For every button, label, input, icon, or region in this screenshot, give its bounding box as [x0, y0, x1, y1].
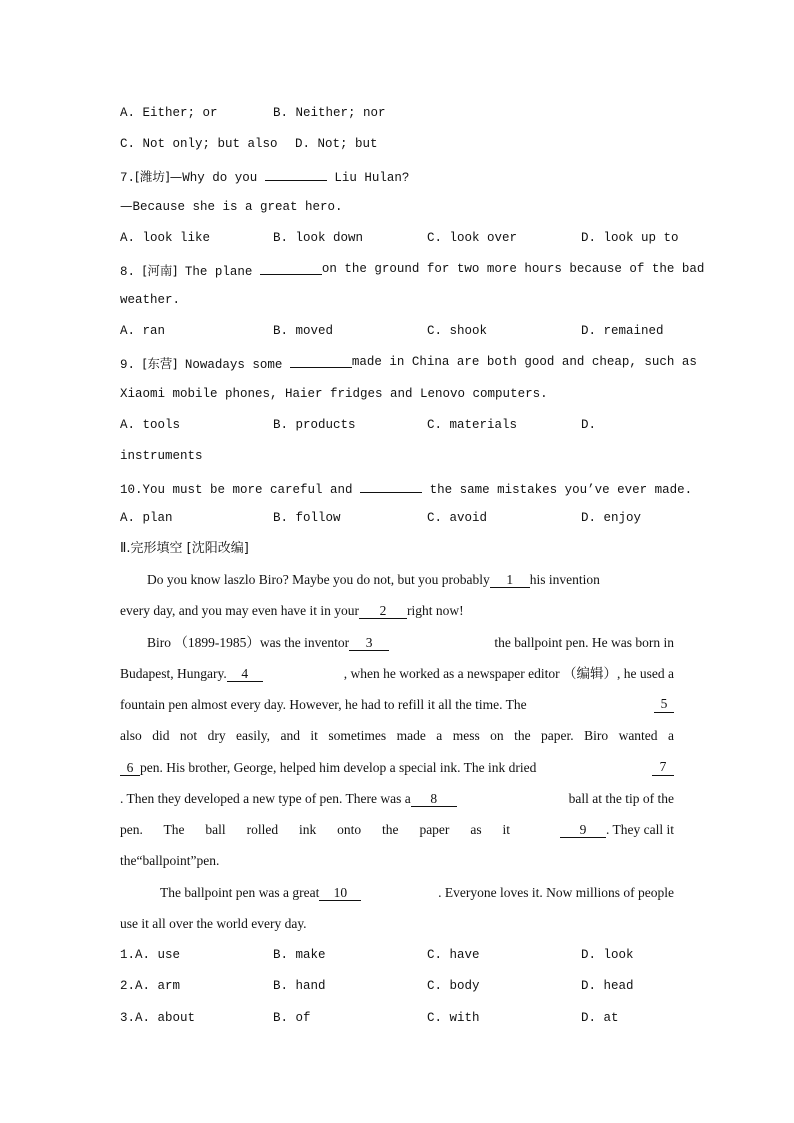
q9-option-d-text: instruments: [120, 449, 203, 463]
passage-line-10: the“ballpoint”pen.: [120, 853, 220, 868]
blank-2: 2: [359, 604, 407, 619]
q8-blank: [260, 261, 322, 275]
cloze-3-option-c: C. with: [427, 1011, 480, 1025]
passage-line-6: also did not dry easily, and it sometimes made a mess on the paper. Biro wanted a: [120, 728, 674, 743]
blank-6: 6: [120, 761, 140, 776]
passage-line-5: fountain pen almost every day. However, he had to refill it all the time. The 5: [120, 697, 674, 713]
q9-option-c: C. materials: [427, 418, 518, 432]
cloze-1-option-d: D. look: [581, 948, 634, 962]
section-title: Ⅱ.完形填空 [沈阳改编]: [120, 541, 249, 556]
q6-option-d: D. Not; but: [295, 137, 378, 151]
q9-option-a: A. tools: [120, 418, 181, 432]
q9-option-d: D.: [581, 418, 597, 432]
blank-4: 4: [227, 667, 263, 682]
blank-8: 8: [411, 792, 457, 807]
passage-line-4: Budapest, Hungary. 4 , when he worked as a newspaper editor （编辑）, he used a: [120, 666, 674, 681]
q8-option-c: C. shook: [427, 324, 488, 338]
passage-line-12: use it all over the world every day.: [120, 916, 307, 931]
q6-option-c: C. Not only; but also: [120, 137, 278, 151]
q7-option-c: C. look over: [427, 231, 518, 245]
passage-line-9: pen. The ball rolled ink onto the paper as it 9 . They call it: [120, 822, 674, 837]
q7-option-d: D. look up to: [581, 231, 679, 245]
cloze-2-option-b: B. hand: [273, 979, 326, 993]
q7-reply: —Because she is a great hero.: [120, 198, 343, 214]
cloze-1-option-b: B. make: [273, 948, 326, 962]
q8-stem: 8. [河南] The plane on the ground for two more hours because of the bad: [120, 262, 705, 279]
cloze-3-option-d: D. at: [581, 1011, 619, 1025]
q8-stem-cont: weather.: [120, 293, 181, 307]
passage-line-1: Do you know laszlo Biro? Maybe you do not, but you probably 1 his invention: [147, 572, 600, 587]
q10-option-b: B. follow: [273, 511, 341, 525]
q8-option-b: B. moved: [273, 324, 334, 338]
q6-option-a: A. Either; or: [120, 106, 218, 120]
q7-option-b: B. look down: [273, 231, 364, 245]
q9-stem: 9. [东营] Nowadays some made in China are both good and cheap, such as: [120, 355, 697, 372]
cloze-3-option-a: 3.A. about: [120, 1011, 196, 1025]
blank-7: 7: [652, 760, 674, 776]
cloze-2-option-d: D. head: [581, 979, 634, 993]
blank-3: 3: [349, 636, 389, 651]
cloze-1-option-c: C. have: [427, 948, 480, 962]
q7-option-a: A. look like: [120, 231, 211, 245]
passage-line-3: Biro （1899-1985）was the inventor 3 the ballpoint pen. He was born in: [147, 635, 674, 650]
q10-option-c: C. avoid: [427, 511, 488, 525]
q6-option-b: B. Neither; nor: [273, 106, 386, 120]
blank-9: 9: [560, 823, 606, 838]
q7-stem: 7.[潍坊]—Why do you Liu Hulan?: [120, 169, 410, 185]
cloze-2-option-c: C. body: [427, 979, 480, 993]
passage-line-11: The ballpoint pen was a great 10 . Everyone loves it. Now millions of people: [160, 885, 674, 900]
q8-option-d: D. remained: [581, 324, 664, 338]
blank-1: 1: [490, 573, 530, 588]
passage-line-7: 6 pen. His brother, George, helped him develop a special ink. The ink dried 7: [120, 760, 674, 776]
q10-stem: 10.You must be more careful and the same mistakes you’ve ever made.: [120, 479, 692, 498]
q9-blank: [290, 354, 352, 368]
cloze-2-option-a: 2.A. arm: [120, 979, 181, 993]
q7-blank: [265, 167, 327, 181]
q10-option-a: A. plan: [120, 511, 173, 525]
blank-5: 5: [654, 697, 674, 713]
cloze-3-option-b: B. of: [273, 1011, 311, 1025]
q9-stem-cont: Xiaomi mobile phones, Haier fridges and Lenovo computers.: [120, 387, 548, 401]
cloze-1-option-a: 1.A. use: [120, 948, 181, 962]
passage-line-8: . Then they developed a new type of pen. There was a 8 ball at the tip of the: [120, 791, 674, 806]
q10-blank: [360, 479, 422, 493]
q8-option-a: A. ran: [120, 324, 166, 338]
q10-option-d: D. enjoy: [581, 511, 642, 525]
q9-option-b: B. products: [273, 418, 356, 432]
passage-line-2: every day, and you may even have it in your 2 right now!: [120, 603, 464, 618]
blank-10: 10: [319, 886, 361, 901]
